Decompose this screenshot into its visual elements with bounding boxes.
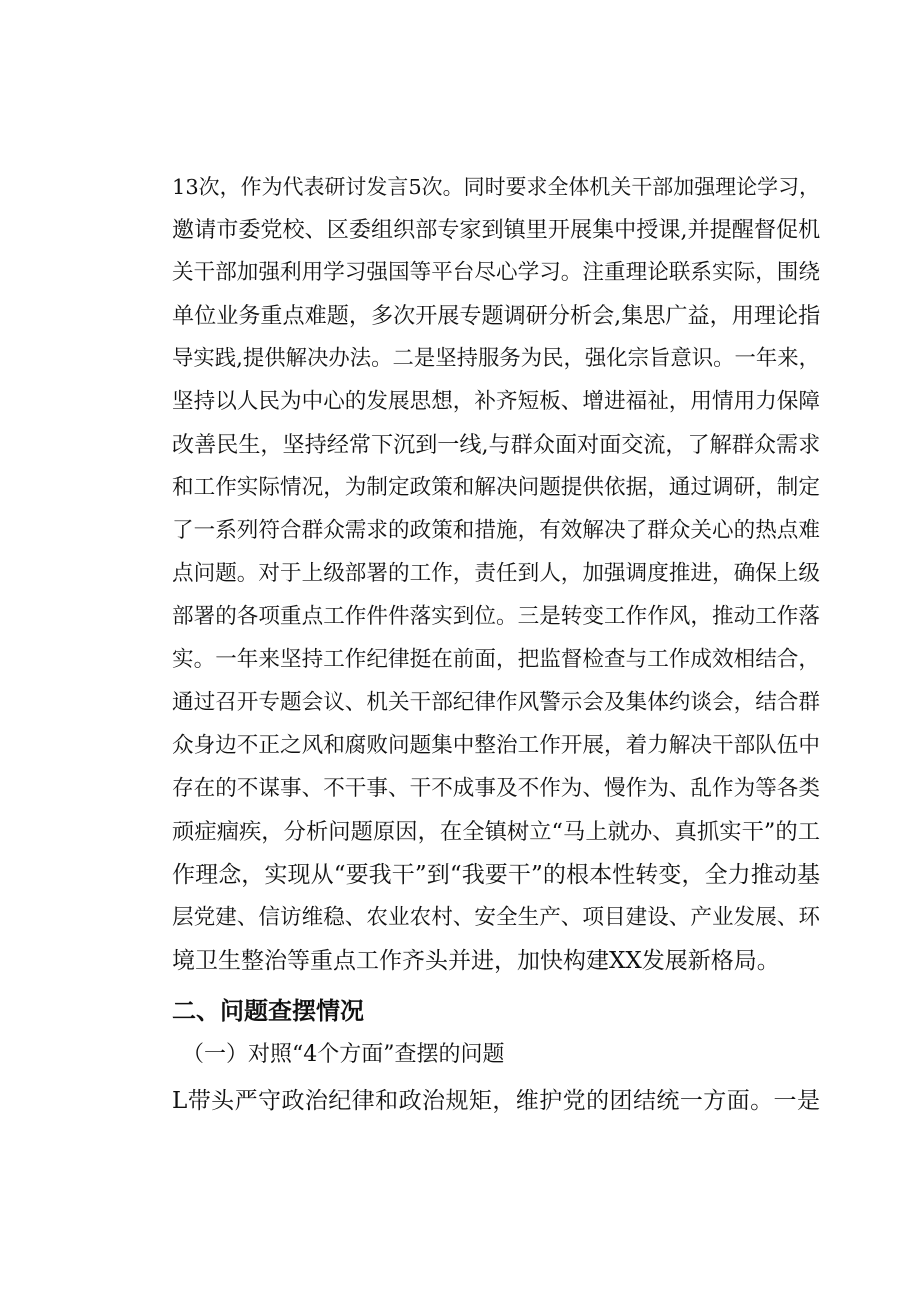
body-line-19: 境卫生整治等重点工作齐头并进，加快构建XX发展新格局。	[172, 948, 780, 974]
body-line-11: 部署的各项重点工作件件落实到位。三是转变工作作风，推动工作落	[172, 604, 820, 629]
body-line-14: 众身边不正之风和腐败问题集中整治工作开展，着力解决干部队伍中	[172, 733, 820, 758]
subsection-heading: （一）对照“4个方面”查摆的问题	[182, 1042, 505, 1067]
body-line-15: 存在的不谋事、不干事、干不成事及不作为、慢作为、乱作为等各类	[172, 776, 820, 801]
body-line-7: 改善民生，坚持经常下沉到一线,与群众面对面交流，了解群众需求	[172, 432, 821, 458]
body-line-13: 通过召开专题会议、机关干部纪律作风警示会及集体约谈会，结合群	[172, 690, 820, 715]
body-line-3: 关干部加强利用学习强国等平台尽心学习。注重理论联系实际，围绕	[172, 260, 820, 285]
item-line: L带头严守政治纪律和政治规矩，维护党的团结统一方面。一是	[172, 1088, 820, 1114]
body-line-18: 层党建、信访维稳、农业农村、安全生产、项目建设、产业发展、环	[172, 905, 820, 930]
body-line-1: 13次，作为代表研讨发言5次。同时要求全体机关干部加强理论学习，	[172, 175, 820, 199]
body-line-5: 导实践,提供解决办法。二是坚持服务为民，强化宗旨意识。一年来，	[172, 346, 821, 371]
body-line-6: 坚持以人民为中心的发展思想，补齐短板、增进福祉，用情用力保障	[172, 389, 820, 414]
body-line-4: 单位业务重点难题，多次开展专题调研分析会,集思广益，用理论指	[172, 303, 821, 329]
body-line-8: 和工作实际情况，为制定政策和解决问题提供依据，通过调研，制定	[172, 475, 820, 500]
body-line-12: 实。一年来坚持工作纪律挺在前面，把监督检查与工作成效相结合，	[172, 647, 820, 672]
section-heading: 二、问题查摆情况	[172, 997, 364, 1025]
body-line-16: 顽症痼疾，分析问题原因，在全镇树立“马上就办、真抓实干”的工	[172, 819, 820, 845]
body-line-2: 邀请市委党校、区委组织部专家到镇里开展集中授课,并提醒督促机	[172, 217, 821, 243]
body-line-9: 了一系列符合群众需求的政策和措施，有效解决了群众关心的热点难	[172, 518, 820, 543]
body-line-10: 点问题。对于上级部署的工作，责任到人，加强调度推进，确保上级	[172, 561, 820, 586]
body-line-17: 作理念，实现从“要我干”到“我要干”的根本性转变，全力推动基	[172, 862, 820, 888]
